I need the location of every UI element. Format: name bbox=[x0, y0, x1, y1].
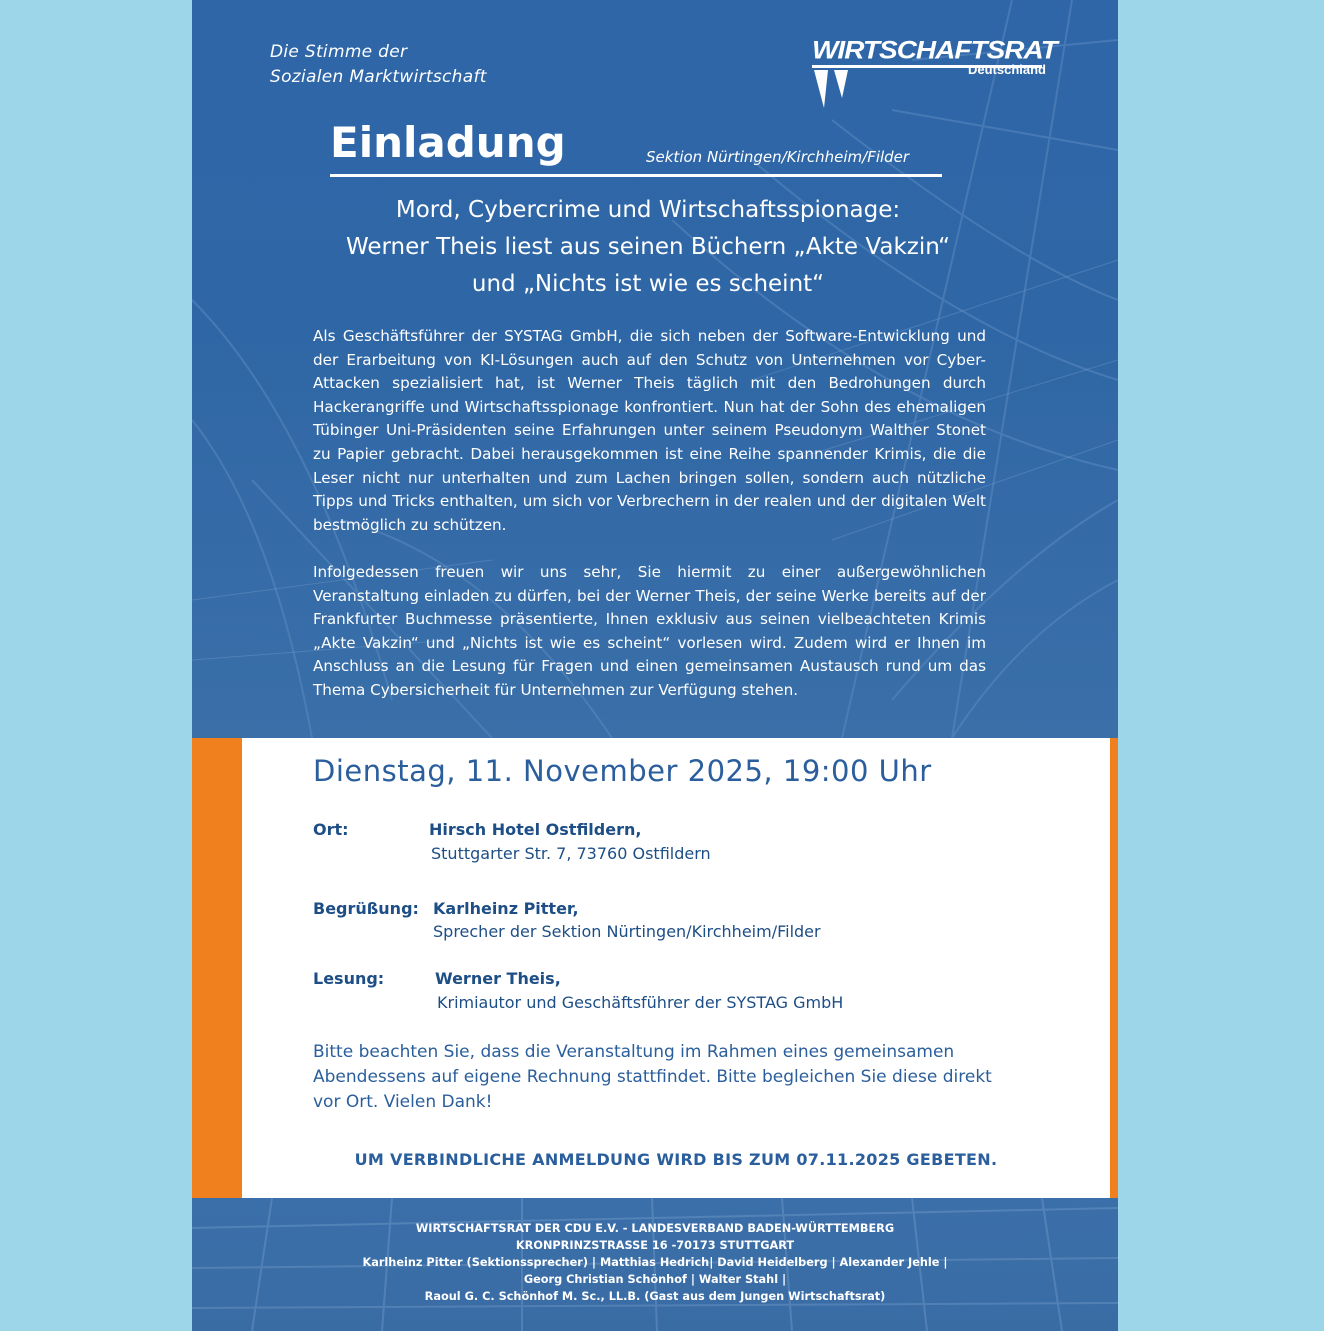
location-label: Ort: bbox=[313, 820, 349, 839]
location-name: Hirsch Hotel Ostfildern, bbox=[429, 820, 642, 839]
footer-text bbox=[192, 1220, 1118, 1305]
tagline bbox=[270, 40, 487, 90]
headline-line-1: Mord, Cybercrime und Wirtschaftsspionage: bbox=[395, 197, 901, 223]
reading-role: Krimiautor und Geschäftsführer der SYSTAG GmbH bbox=[437, 993, 844, 1012]
section-name: Sektion Nürtingen/Kirchheim/Filder bbox=[646, 148, 910, 166]
invitation-paragraph: Infolgedessen freuen wir uns sehr, Sie hiermit zu einer außergewöhnlichen Veranstaltung einladen zu dürfen, bei der Werner Theis, der seine Werke bereits auf der Frankfurter Buchmesse präsentierte, Ihnen exklusiv aus seinen vielbeachteten Krimis „Akte Vakzin“ und „Nichts ist wie es scheint“ vorlesen wird. Zudem wird er Ihnen im Anschluss an die Lesung für Fragen und einen gemeinsamen Austausch rund um das Thema Cybersicherheit für Unternehmen zur Verfügung stehen. bbox=[313, 563, 986, 699]
greeting-role: Sprecher der Sektion Nürtingen/Kirchheim/Filder bbox=[433, 922, 821, 941]
event-details-panel bbox=[192, 738, 1118, 1198]
reading-label: Lesung: bbox=[313, 969, 385, 988]
footer-panel bbox=[192, 1198, 1118, 1331]
registration-deadline: UM VERBINDLICHE ANMELDUNG WIRD BIS ZUM 07.11.2025 GEBETEN. bbox=[354, 1150, 998, 1169]
header-panel bbox=[192, 0, 1118, 738]
tagline-line-2: Sozialen Marktwirtschaft bbox=[270, 67, 487, 87]
footer-organization: WIRTSCHAFTSRAT DER CDU E.V. - LANDESVERBAND BADEN-WÜRTTEMBERG bbox=[415, 1222, 895, 1235]
greeting-label: Begrüßung: bbox=[313, 899, 419, 918]
page-title: Einladung bbox=[330, 118, 566, 167]
greeting-speaker: Karlheinz Pitter, bbox=[433, 899, 579, 918]
location-address: Stuttgarter Str. 7, 73760 Ostfildern bbox=[431, 844, 711, 863]
logo-wordmark: WIRTSCHAFTSRAT bbox=[812, 36, 1057, 64]
logo-subtitle: Deutschland bbox=[967, 62, 1046, 77]
orange-accent-bar-right bbox=[1110, 738, 1118, 1198]
headline-line-3: und „Nichts ist wie es scheint“ bbox=[471, 271, 825, 297]
dinner-note: Bitte beachten Sie, dass die Veranstaltung im Rahmen eines gemeinsamen Abendessens auf eigene Rechnung stattfindet. Bitte begleichen Sie diese direkt vor Ort. Vielen Dank! bbox=[313, 1042, 992, 1112]
footer-members-1: Karlheinz Pitter (Sektionssprecher) | Matthias Hedrich| David Heidelberg | Alexander Jehle | bbox=[362, 1256, 948, 1269]
event-headline bbox=[292, 192, 1004, 303]
footer-address: KRONPRINZSTRASSE 16 -70173 STUTTGART bbox=[515, 1239, 795, 1252]
footer-members-2: Georg Christian Schönhof | Walter Stahl | bbox=[523, 1273, 787, 1286]
orange-accent-bar-left bbox=[192, 738, 242, 1198]
headline-line-2: Werner Theis liest aus seinen Büchern „Akte Vakzin“ bbox=[345, 234, 951, 260]
wirtschaftsrat-logo bbox=[808, 36, 1057, 112]
tagline-line-1: Die Stimme der bbox=[270, 42, 408, 62]
intro-paragraph: Als Geschäftsführer der SYSTAG GmbH, die sich neben der Software-Entwicklung und der Erarbeitung von KI-Lösungen auch auf den Schutz von Unternehmen vor Cyber-Attacken spezialisiert hat, ist Werner Theis täglich mit den Bedrohungen durch Hackerangriffe und Wirtschaftsspionage konfrontiert. Nun hat der Sohn des ehemaligen Tübinger Uni-Präsidenten seine Erfahrungen unter seinem Pseudonym Walther Stonet zu Papier gebracht. Dabei herausgekommen ist eine Reihe spannender Krimis, die die Leser nicht nur unterhalten und zum Lachen bringen sollen, sondern auch nützliche Tipps und Tricks enthalten, um sich vor Verbrechern in der realen und der digitalen Welt bestmöglich zu schützen. bbox=[313, 327, 986, 534]
title-underline bbox=[330, 174, 942, 177]
event-date: Dienstag, 11. November 2025, 19:00 Uhr bbox=[313, 754, 932, 788]
reading-speaker: Werner Theis, bbox=[435, 969, 561, 988]
footer-guest: Raoul G. C. Schönhof M. Sc., LL.B. (Gast aus dem Jungen Wirtschaftsrat) bbox=[424, 1290, 886, 1303]
invitation-flyer bbox=[192, 0, 1118, 1331]
